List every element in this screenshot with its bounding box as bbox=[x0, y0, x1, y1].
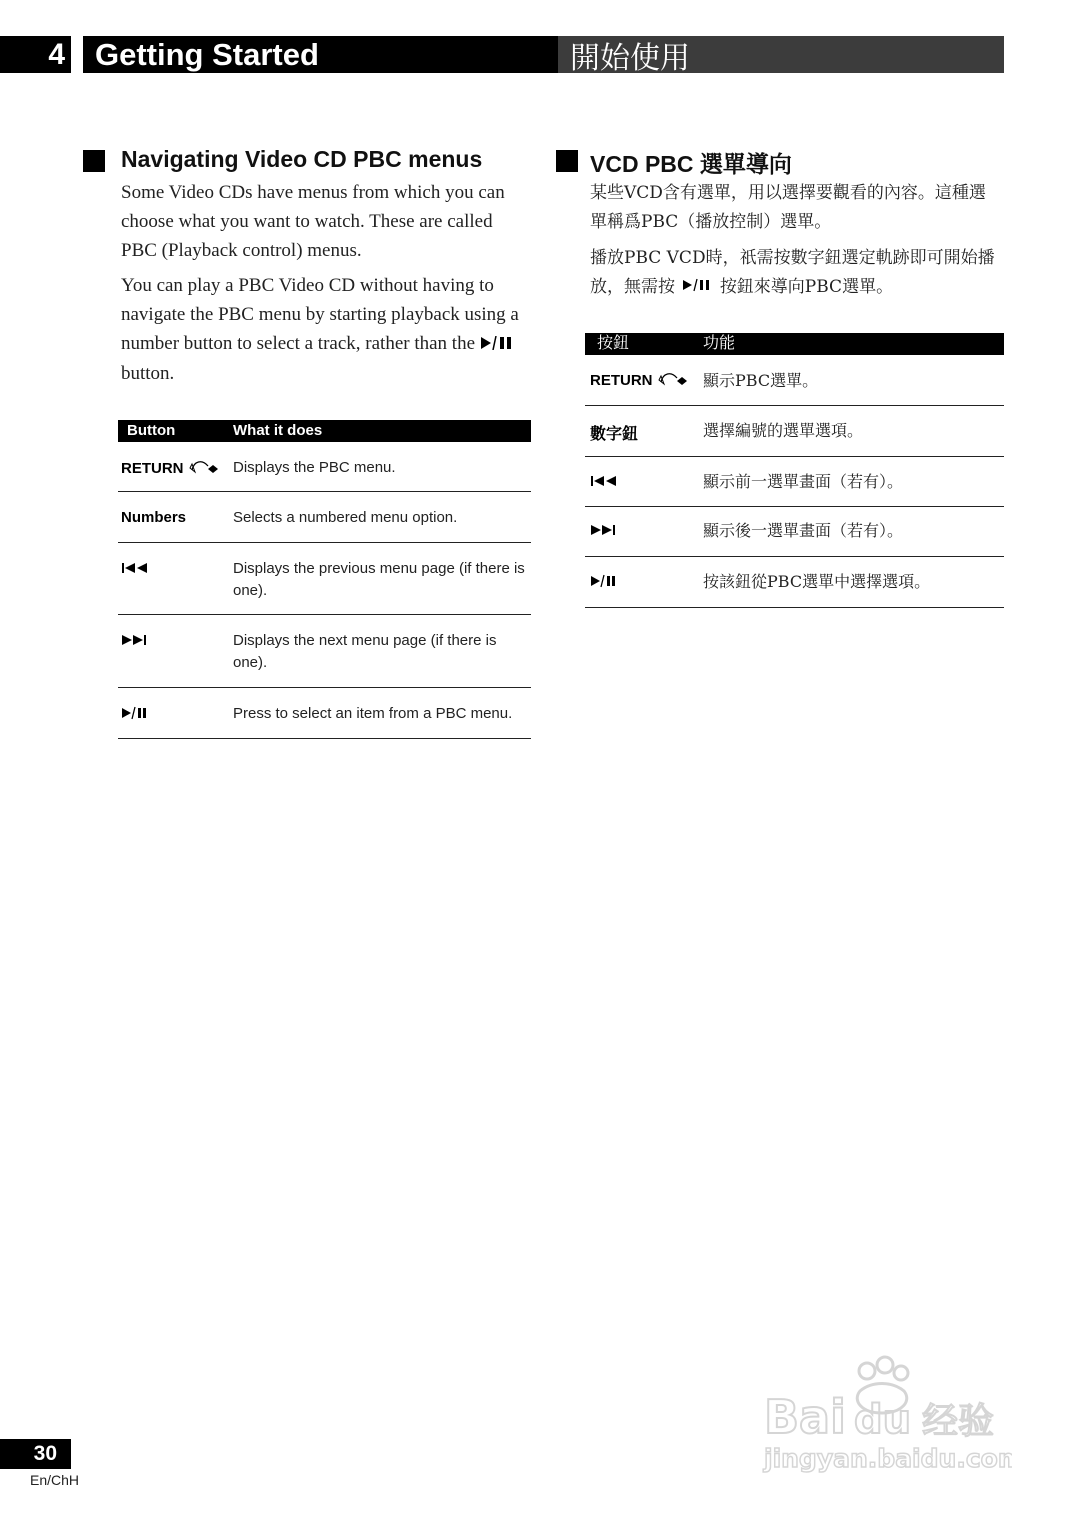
table-row bbox=[118, 688, 531, 739]
page-language: En/ChH bbox=[30, 1472, 80, 1488]
table-row bbox=[118, 442, 531, 492]
table-row bbox=[585, 457, 1004, 507]
play-pause-icon bbox=[680, 273, 714, 302]
key-label: RETURN bbox=[590, 371, 653, 389]
table-row bbox=[118, 615, 531, 688]
section-heading-en: Navigating Video CD PBC menus bbox=[121, 146, 483, 172]
intro-paragraph-zh: 某些VCD含有選單，用以選擇要觀看的內容。這種選單稱爲PBC（播放控制）選單。 bbox=[590, 183, 986, 232]
play-pause-icon bbox=[121, 706, 149, 724]
page-number: 30 bbox=[0, 1439, 71, 1469]
chapter-number: 4 bbox=[0, 36, 71, 73]
chapter-title-zh: 開始使用 bbox=[558, 36, 1004, 73]
baidu-watermark-logo bbox=[762, 1355, 1012, 1475]
next-icon bbox=[590, 523, 618, 541]
table-row bbox=[585, 406, 1004, 457]
svg-text:Bai: Bai bbox=[764, 1390, 846, 1444]
table-row bbox=[585, 507, 1004, 557]
section-marker bbox=[556, 150, 578, 172]
svg-text:经验: 经验 bbox=[922, 1401, 995, 1442]
usage-text: You can play a PBC Video CD without having to navigate the PBC menu by starting playback using a number button to select a track, rather than the bbox=[121, 275, 519, 354]
key-label: Numbers bbox=[121, 509, 187, 526]
section-heading-zh: VCD PBC 選單導向 bbox=[590, 151, 792, 177]
row-description: Displays the next menu page (if there is one). bbox=[233, 632, 497, 671]
chapter-title-en: Getting Started bbox=[83, 36, 558, 73]
row-description: Selects a numbered menu option. bbox=[233, 509, 458, 526]
col-what-it-does: What it does bbox=[233, 422, 323, 439]
col-button: Button bbox=[127, 422, 176, 439]
usage-paragraph-en bbox=[121, 271, 526, 388]
row-description: 顯示前一選單畫面（若有）。 bbox=[703, 472, 904, 491]
usage-text-zh: 播放PBC VCD時，祇需按數字鈕選定軌跡即可開始播放，無需按 bbox=[590, 248, 995, 297]
usage-text-zh-end: 按鈕來導向PBC選單。 bbox=[719, 277, 894, 297]
play-pause-icon bbox=[590, 574, 618, 592]
section-marker bbox=[83, 150, 105, 172]
return-icon bbox=[188, 458, 220, 480]
previous-icon bbox=[590, 474, 618, 492]
table-row bbox=[585, 355, 1004, 406]
row-description: Displays the PBC menu. bbox=[233, 459, 396, 476]
usage-text-end: button. bbox=[121, 363, 175, 385]
row-description: Press to select an item from a PBC menu. bbox=[233, 705, 513, 722]
table-row bbox=[118, 492, 531, 543]
play-pause-icon bbox=[480, 330, 516, 359]
table-header-zh bbox=[585, 333, 1004, 355]
row-description: 按該鈕從PBC選單中選擇選項。 bbox=[703, 572, 931, 591]
key-label: RETURN bbox=[121, 459, 184, 477]
key-label: 數字鈕 bbox=[590, 426, 639, 443]
row-description: Displays the previous menu page (if there is one). bbox=[233, 560, 525, 599]
row-description: 顯示PBC選單。 bbox=[703, 371, 819, 390]
row-description: 顯示後一選單畫面（若有）。 bbox=[703, 521, 904, 540]
svg-text:jingyan.baidu.com: jingyan.baidu.com bbox=[764, 1444, 1012, 1473]
usage-paragraph-zh bbox=[590, 244, 1002, 302]
svg-text:du: du bbox=[854, 1397, 912, 1443]
col-what-it-does: 功能 bbox=[703, 335, 736, 352]
col-button: 按鈕 bbox=[597, 335, 630, 352]
row-description: 選擇編號的選單選項。 bbox=[703, 421, 864, 440]
next-icon bbox=[121, 633, 149, 651]
table-header-en bbox=[118, 420, 531, 442]
table-row bbox=[585, 557, 1004, 608]
previous-icon bbox=[121, 561, 149, 579]
return-icon bbox=[657, 370, 689, 392]
table-row bbox=[118, 543, 531, 615]
intro-paragraph-en: Some Video CDs have menus from which you can choose what you want to watch. These are called PBC (Playback control) menus. bbox=[121, 182, 505, 261]
